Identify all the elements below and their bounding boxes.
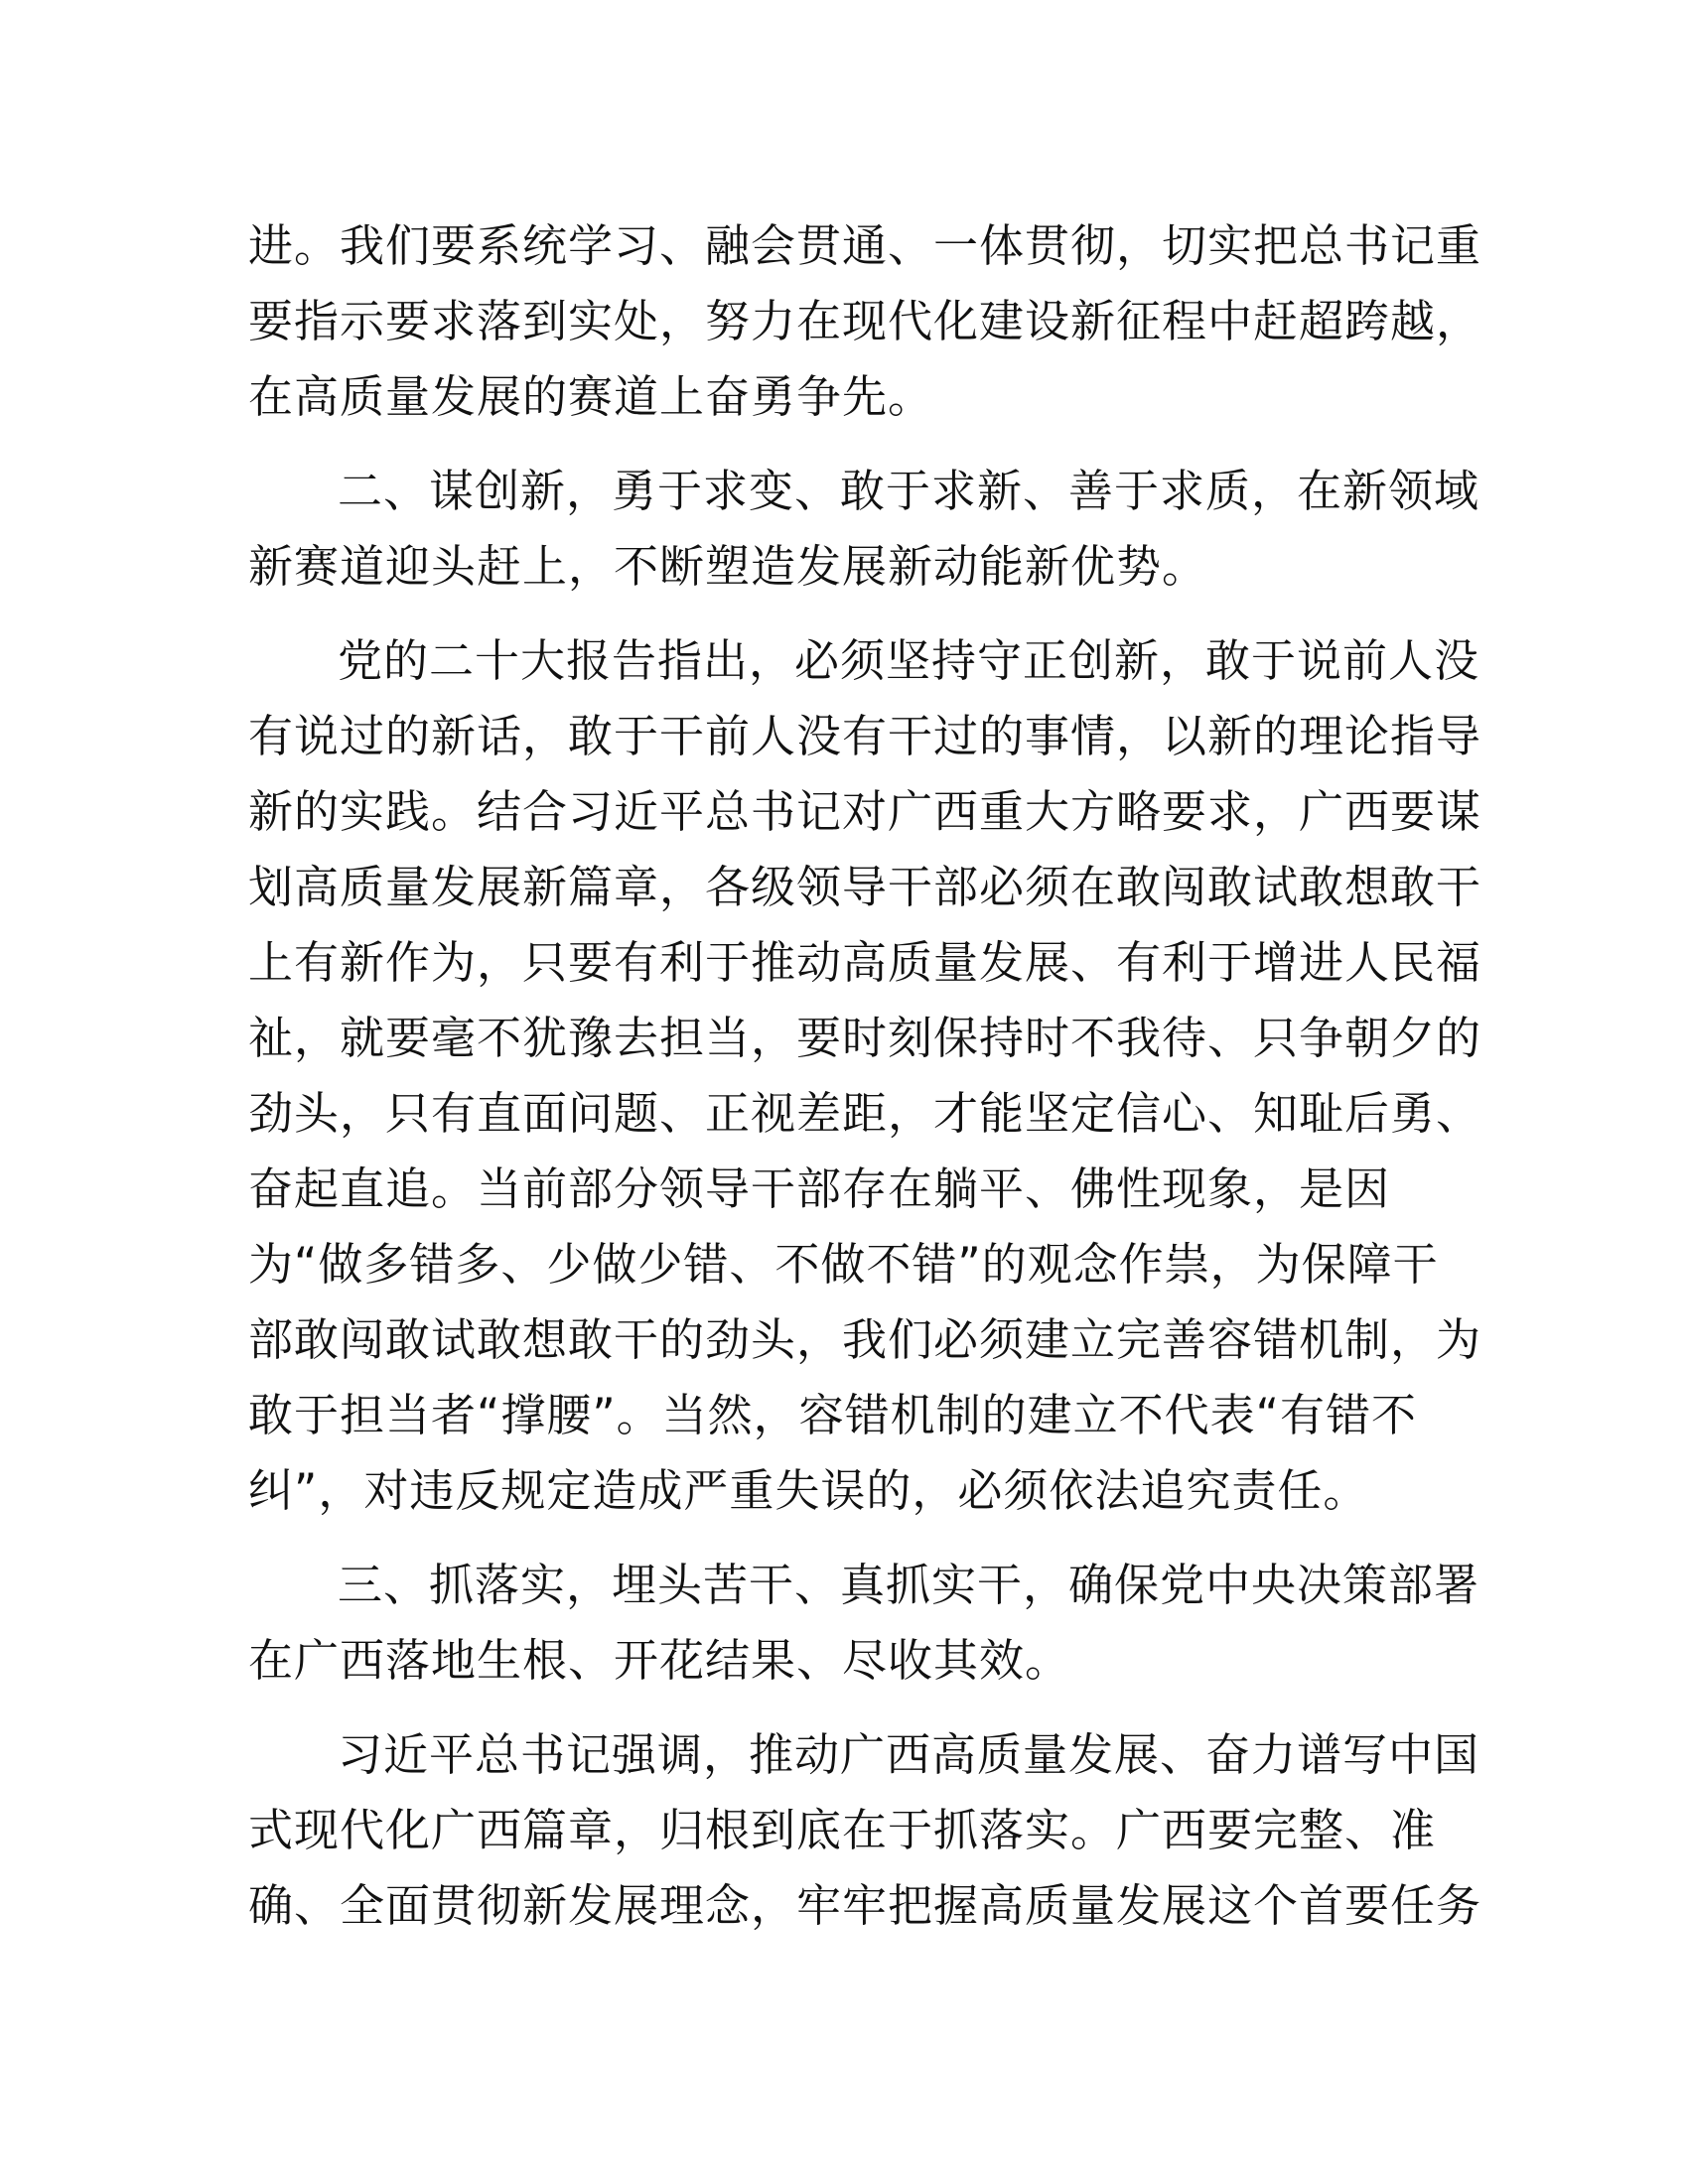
text-line: 进。我们要系统学习、融会贯通、一体贯彻，切实把总书记重 [248, 219, 1482, 272]
section-heading-3 [248, 1548, 1480, 1699]
document-body [248, 208, 1482, 1963]
text-line: 习近平总书记强调，推动广西高质量发展、奋力谱写中国 [338, 1728, 1480, 1781]
text-line: 新的实践。结合习近平总书记对广西重大方略要求，广西要谋 [248, 785, 1482, 838]
text-line: 奋起直追。当前部分领导干部存在躺平、佛性现象，是因 [248, 1162, 1391, 1215]
text-line: 有说过的新话，敢于干前人没有干过的事情，以新的理论指导 [248, 710, 1482, 762]
text-line: 纠”，对违反规定造成严重失误的，必须依法追究责任。 [248, 1464, 1369, 1517]
text-line: 敢于担当者“撑腰”。当然，容错机制的建立不代表“有错不 [248, 1389, 1417, 1441]
paragraph-body [248, 1717, 1482, 1944]
text-line: 上有新作为，只要有利于推动高质量发展、有利于增进人民福 [248, 936, 1482, 989]
text-line: 在高质量发展的赛道上奋勇争先。 [248, 370, 934, 423]
text-line: 在广西落地生根、开花结果、尽收其效。 [248, 1634, 1071, 1687]
text-line: 划高质量发展新篇章，各级领导干部必须在敢闯敢试敢想敢干 [248, 861, 1482, 913]
text-line: 三、抓落实，埋头苦干、真抓实干，确保党中央决策部署 [338, 1559, 1480, 1611]
text-line: 新赛道迎头赶上，不断塑造发展新动能新优势。 [248, 540, 1208, 593]
text-line: 二、谋创新，勇于求变、敢于求新、善于求质，在新领域 [338, 465, 1480, 517]
text-line: 党的二十大报告指出，必须坚持守正创新，敢于说前人没 [338, 634, 1480, 687]
paragraph-continuation [248, 208, 1482, 435]
text-line: 式现代化广西篇章，归根到底在于抓落实。广西要完整、准 [248, 1804, 1437, 1856]
paragraph-body [248, 623, 1482, 1529]
section-heading-2 [248, 454, 1480, 605]
text-line: 要指示要求落到实处，努力在现代化建设新征程中赶超跨越， [248, 295, 1482, 347]
text-line: 确、全面贯彻新发展理念，牢牢把握高质量发展这个首要任务 [248, 1879, 1482, 1932]
text-line: 祉，就要毫不犹豫去担当，要时刻保持时不我待、只争朝夕的 [248, 1012, 1482, 1064]
text-line: 劲头，只有直面问题、正视差距，才能坚定信心、知耻后勇、 [248, 1087, 1482, 1140]
text-line: 部敢闯敢试敢想敢干的劲头，我们必须建立完善容错机制，为 [248, 1313, 1482, 1366]
text-line: 为“做多错多、少做少错、不做不错”的观念作祟，为保障干 [248, 1238, 1439, 1291]
